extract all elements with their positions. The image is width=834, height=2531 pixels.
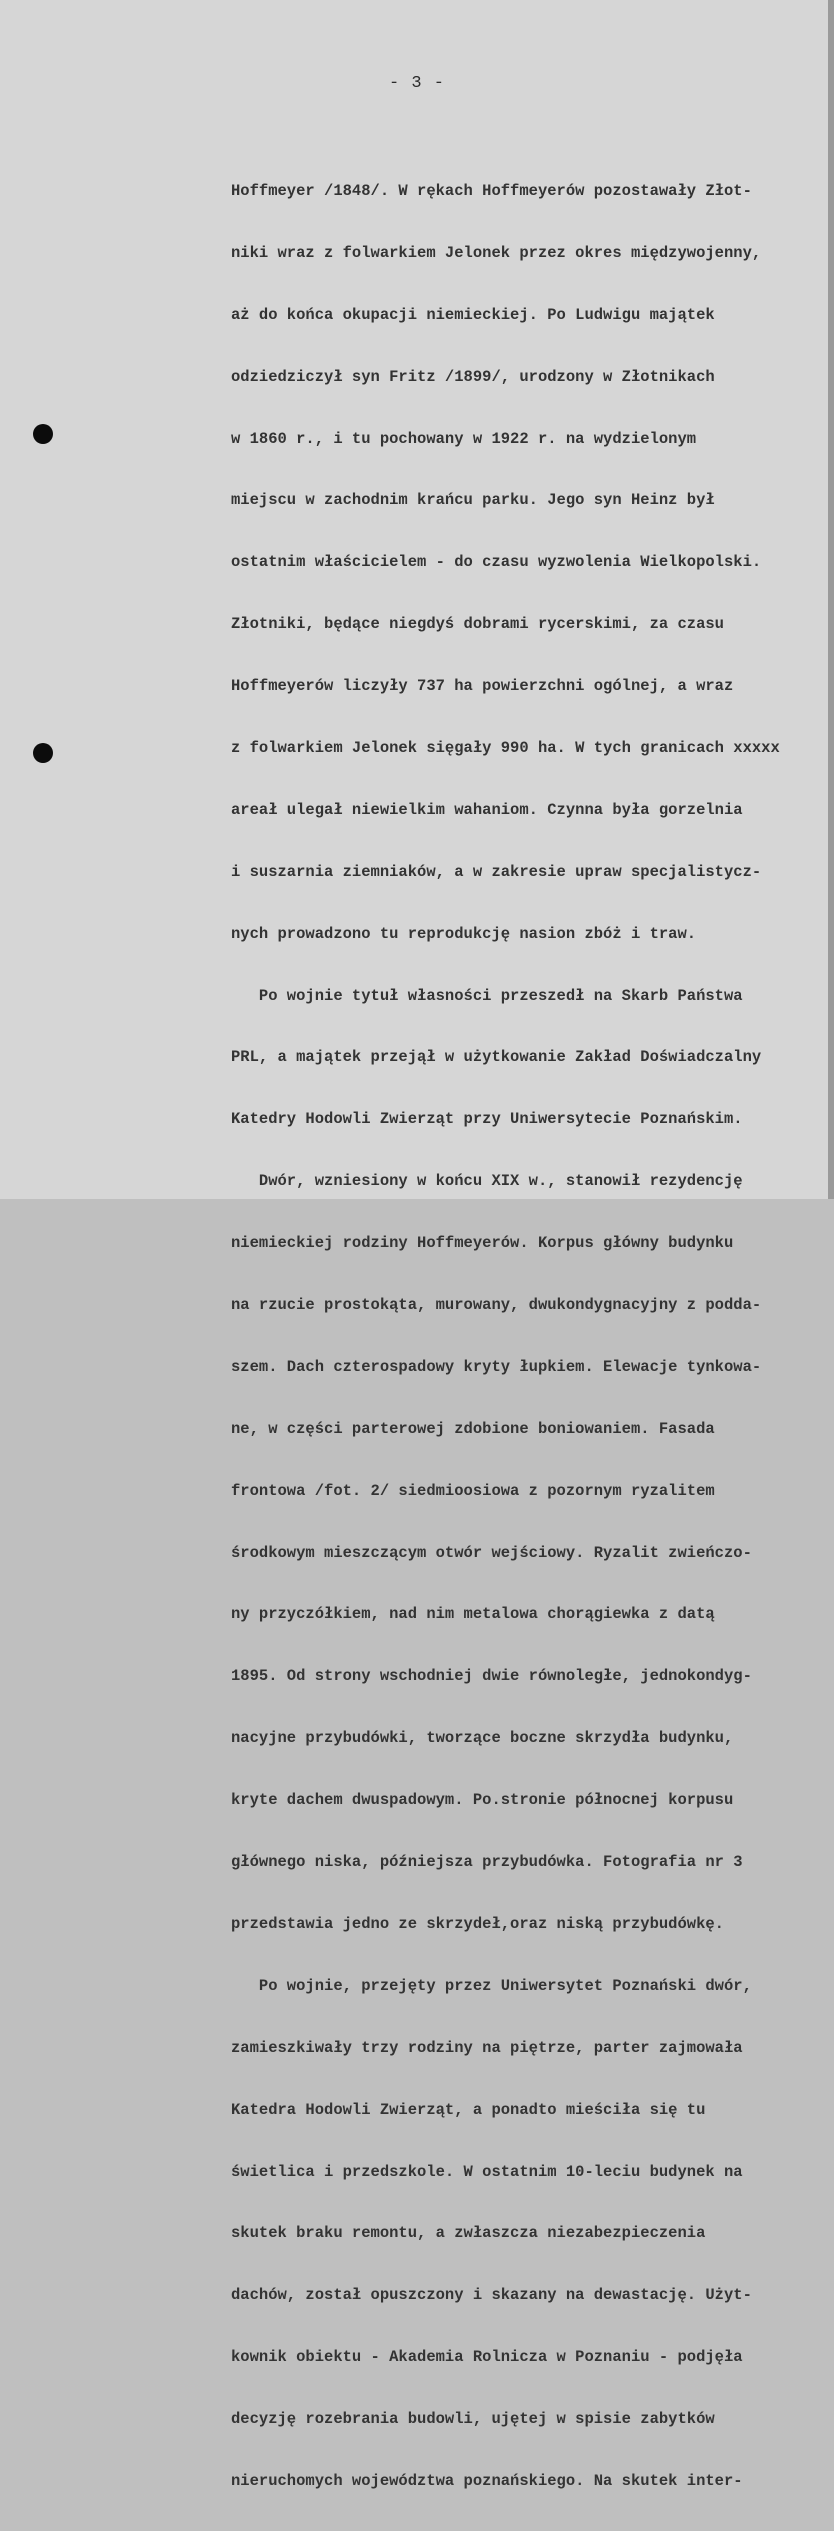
text-line: głównego niska, późniejsza przybudówka. Fotografia nr 3 bbox=[231, 1853, 743, 1872]
text-line: Katedra Hodowli Zwierząt, a ponadto mieściła się tu bbox=[231, 2100, 706, 2119]
text-line: świetlica i przedszkole. W ostatnim 10-leciu budynek na bbox=[231, 2162, 743, 2181]
text-line: niki wraz z folwarkiem Jelonek przez okres międzywojenny, bbox=[231, 243, 762, 262]
text-line: w 1860 r., i tu pochowany w 1922 r. na wydzielonym bbox=[231, 429, 697, 448]
text-line: Dwór, wzniesiony w końcu XIX w., stanowił rezydencję bbox=[231, 1172, 743, 1191]
text-line: nacyjne przybudówki, tworzące boczne skrzydła budynku, bbox=[231, 1729, 734, 1748]
text-line: środkowym mieszczącym otwór wejściowy. Ryzalit zwieńczo- bbox=[231, 1543, 752, 1562]
text-line: kryte dachem dwuspadowym. Po.stronie północnej korpusu bbox=[231, 1791, 734, 1810]
text-line: Po wojnie tytuł własności przeszedł na Skarb Państwa bbox=[231, 986, 743, 1005]
punch-hole-lower bbox=[33, 743, 53, 763]
text-line: Złotniki, będące niegdyś dobrami rycerskimi, za czasu bbox=[231, 615, 724, 634]
text-line: Hoffmeyerów liczyły 737 ha powierzchni ogólnej, a wraz bbox=[231, 677, 734, 696]
text-line: ny przyczółkiem, nad nim metalowa chorągiewka z datą bbox=[231, 1605, 715, 1624]
text-line: miejscu w zachodnim krańcu parku. Jego syn Heinz był bbox=[231, 491, 715, 510]
punch-hole-upper bbox=[33, 424, 53, 444]
text-line: ostatnim właścicielem - do czasu wyzwolenia Wielkopolski. bbox=[231, 553, 762, 572]
text-line: 1895. Od strony wschodniej dwie równoległe, jednokondyg- bbox=[231, 1667, 752, 1686]
text-line: i suszarnia ziemniaków, a w zakresie upraw specjalistycz- bbox=[231, 862, 762, 881]
text-line: niemieckiej rodziny Hoffmeyerów. Korpus główny budynku bbox=[231, 1234, 734, 1253]
text-line: na rzucie prostokąta, murowany, dwukondygnacyjny z podda- bbox=[231, 1296, 762, 1315]
text-line: przedstawia jedno ze skrzydeł,oraz niską przybudówkę. bbox=[231, 1914, 724, 1933]
text-line: ne, w części parterowej zdobione boniowaniem. Fasada bbox=[231, 1419, 715, 1438]
text-line: Katedry Hodowli Zwierząt przy Uniwersytecie Poznańskim. bbox=[231, 1110, 743, 1129]
text-line: decyzję rozebrania budowli, ujętej w spisie zabytków bbox=[231, 2410, 715, 2429]
text-line: zamieszkiwały trzy rodziny na piętrze, parter zajmowała bbox=[231, 2038, 743, 2057]
text-line: szem. Dach czterospadowy kryty łupkiem. Elewacje tynkowa- bbox=[231, 1357, 762, 1376]
text-line: aż do końca okupacji niemieckiej. Po Ludwigu majątek bbox=[231, 305, 715, 324]
text-line: PRL, a majątek przejął w użytkowanie Zakład Doświadczalny bbox=[231, 1048, 762, 1067]
text-line: nieruchomych województwa poznańskiego. Na skutek inter- bbox=[231, 2471, 743, 2490]
body-text bbox=[231, 143, 831, 2531]
text-line: odziedziczył syn Fritz /1899/, urodzony w Złotnikach bbox=[231, 367, 715, 386]
text-line: nych prowadzono tu reprodukcję nasion zbóż i traw. bbox=[231, 924, 697, 943]
text-line: frontowa /fot. 2/ siedmioosiowa z pozornym ryzalitem bbox=[231, 1481, 715, 1500]
text-line: dachów, został opuszczony i skazany na dewastację. Użyt- bbox=[231, 2286, 752, 2305]
text-line: skutek braku remontu, a zwłaszcza niezabezpieczenia bbox=[231, 2224, 706, 2243]
text-line: areał ulegał niewielkim wahaniom. Czynna była gorzelnia bbox=[231, 800, 743, 819]
text-line: Po wojnie, przejęty przez Uniwersytet Poznański dwór, bbox=[231, 1976, 752, 1995]
text-line: kownik obiektu - Akademia Rolnicza w Poznaniu - podjęła bbox=[231, 2348, 743, 2367]
text-line: z folwarkiem Jelonek sięgały 990 ha. W tych granicach xxxxx bbox=[231, 739, 780, 758]
page-number: - 3 - bbox=[388, 74, 445, 93]
text-line: Hoffmeyer /1848/. W rękach Hoffmeyerów pozostawały Złot- bbox=[231, 182, 752, 200]
